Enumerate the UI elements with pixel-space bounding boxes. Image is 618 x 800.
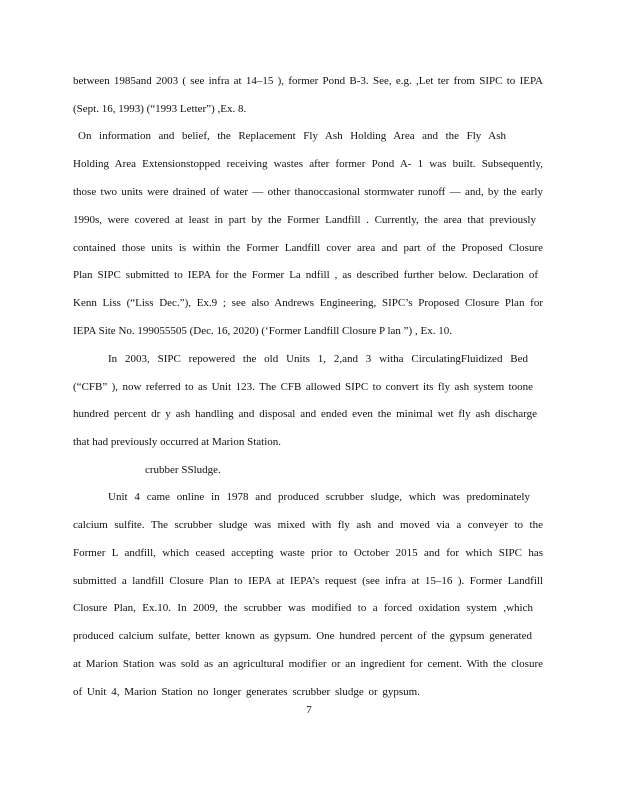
text-line: Closure Plan, Ex.10. In 2009, the scrubber was modified to a forced oxidation system ,which bbox=[73, 602, 533, 614]
text-line: IEPA Site No. 199055505 (Dec. 16, 2020) (‘Former Landfill Closure P lan ”) , Ex. 10. bbox=[73, 325, 452, 337]
text-line: produced calcium sulfate, better known as gypsum. One hundred percent of the gypsum generated bbox=[73, 630, 532, 642]
text-line: those two units were drained of water — other thanoccasional stormwater runoff — and, by the early bbox=[73, 186, 543, 198]
text-line: of Unit 4, Marion Station no longer generates scrubber sludge or gypsum. bbox=[73, 686, 420, 698]
text-line: 1990s, were covered at least in part by the Former Landfill . Currently, the area that previously bbox=[73, 214, 536, 226]
text-line: hundred percent dr y ash handling and disposal and ended even the minimal wet fly ash discharge bbox=[73, 408, 537, 420]
text-line: contained those units is within the Former Landfill cover area and part of the Proposed Closure bbox=[73, 242, 543, 254]
page-number: 7 bbox=[306, 704, 312, 716]
text-line: Kenn Liss (“Liss Dec.”), Ex.9 ; see also Andrews Engineering, SIPC’s Proposed Closure Plan for bbox=[73, 297, 543, 309]
text-line: between 1985and 2003 ( see infra at 14–15 ), former Pond B-3. See, e.g. ,Let ter from SIPC to IEPA bbox=[73, 75, 543, 87]
text-line: Former L andfill, which ceased accepting waste prior to October 2015 and for which SIPC has bbox=[73, 547, 543, 559]
text-line: (“CFB” ), now referred to as Unit 123. The CFB allowed SIPC to convert its fly ash system toone bbox=[73, 381, 533, 393]
text-line: Plan SIPC submitted to IEPA for the Former La ndfill , as described further below. Declaration of bbox=[73, 269, 538, 281]
text-line: submitted a landfill Closure Plan to IEPA at IEPA’s request (see infra at 15–16 ). Former Landfill bbox=[73, 575, 543, 587]
text-line: In 2003, SIPC repowered the old Units 1, 2,and 3 witha CirculatingFluidized Bed bbox=[108, 353, 528, 365]
text-line: Unit 4 came online in 1978 and produced scrubber sludge, which was predominately bbox=[108, 491, 530, 503]
text-line: that had previously occurred at Marion Station. bbox=[73, 436, 282, 448]
text-line: On information and belief, the Replacement Fly Ash Holding Area and the Fly Ash bbox=[78, 130, 506, 142]
text-line: Holding Area Extensionstopped receiving wastes after former Pond A- 1 was built. Subsequently, bbox=[73, 158, 543, 170]
section-heading: crubber SSludge. bbox=[145, 464, 221, 476]
text-line: (Sept. 16, 1993) (“1993 Letter”) ,Ex. 8. bbox=[73, 103, 247, 115]
text-line: at Marion Station was sold as an agricultural modifier or an ingredient for cement. With the closure bbox=[73, 658, 543, 670]
text-line: calcium sulfite. The scrubber sludge was mixed with fly ash and moved via a conveyer to the bbox=[73, 519, 543, 531]
